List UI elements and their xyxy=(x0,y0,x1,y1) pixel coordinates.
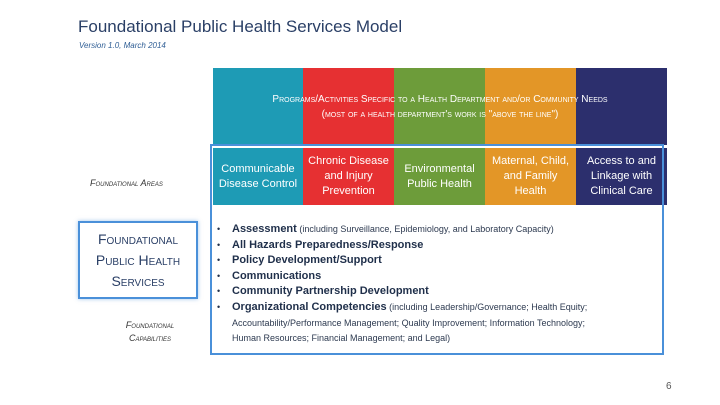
area-line: Maternal, Child, xyxy=(491,155,570,167)
area-line: Clinical Care xyxy=(590,185,653,197)
area-line: Communicable xyxy=(221,162,295,175)
band-caption-line1: Programs/Activities Specific to a Health Department and/or Community Needs xyxy=(272,94,608,105)
page-title: Foundational Public Health Services Model xyxy=(78,17,403,36)
bullet: • xyxy=(217,270,221,281)
label-line: Foundational xyxy=(125,320,175,330)
area-line: Access to and xyxy=(586,155,657,167)
capability-item xyxy=(217,269,662,285)
capabilities-list xyxy=(217,222,662,347)
foundational-capabilities-label xyxy=(100,319,200,345)
capability-continuation xyxy=(232,331,662,347)
band-caption-line2: (most of a health department's work is "above the line") xyxy=(321,109,559,120)
area-line: Environmental xyxy=(404,162,475,175)
capability-title: Organizational Competencies xyxy=(232,300,387,313)
band-caption xyxy=(213,92,667,122)
area-line: and Family xyxy=(503,170,558,182)
label-line: Capabilities xyxy=(128,333,172,343)
fph-line: Public Health xyxy=(95,251,181,268)
area-line: Linkage with xyxy=(590,170,653,182)
fph-line: Foundational xyxy=(97,230,179,247)
capability-title: Community Partnership Development xyxy=(232,285,429,298)
area-line: Chronic Disease xyxy=(308,155,389,167)
bullet: • xyxy=(217,239,221,250)
area-line: Health xyxy=(514,185,547,197)
bullet: • xyxy=(217,286,221,297)
capability-continuation xyxy=(232,316,662,332)
bullet: • xyxy=(217,224,221,234)
bullet: • xyxy=(217,301,221,312)
capability-item xyxy=(217,284,662,300)
programs-band xyxy=(213,68,667,145)
capability-detail: (including Surveillance, Epidemiology, and Laboratory Capacity) xyxy=(296,224,554,234)
area-line: Prevention xyxy=(322,185,375,197)
bullet: • xyxy=(217,255,221,266)
foundational-areas-label: Foundational Areas xyxy=(90,178,163,188)
version-note: Version 1.0, March 2014 xyxy=(79,41,166,50)
capability-title: Communications xyxy=(232,269,322,282)
capability-item xyxy=(217,300,662,316)
area-line: Public Health xyxy=(407,177,472,190)
capability-item xyxy=(217,222,662,238)
capability-detail: (including Leadership/Governance; Health Equity; xyxy=(386,301,588,312)
capability-title: Policy Development/Support xyxy=(232,254,382,267)
capability-item xyxy=(217,238,662,254)
capability-detail: Accountability/Performance Management; Quality Improvement; Information Technology; xyxy=(232,317,586,328)
fph-label xyxy=(96,229,180,292)
area-line: Disease Control xyxy=(218,177,298,190)
fph-line: Services xyxy=(111,272,165,289)
foundational-public-health-services-box xyxy=(78,221,198,299)
capability-item xyxy=(217,253,662,269)
capability-title: All Hazards Preparedness/Response xyxy=(232,238,424,251)
capability-detail: Human Resources; Financial Management; and Legal) xyxy=(232,333,451,344)
area-line: and Injury xyxy=(324,170,373,182)
capability-title: Assessment xyxy=(232,223,297,235)
page-number: 6 xyxy=(666,381,672,392)
